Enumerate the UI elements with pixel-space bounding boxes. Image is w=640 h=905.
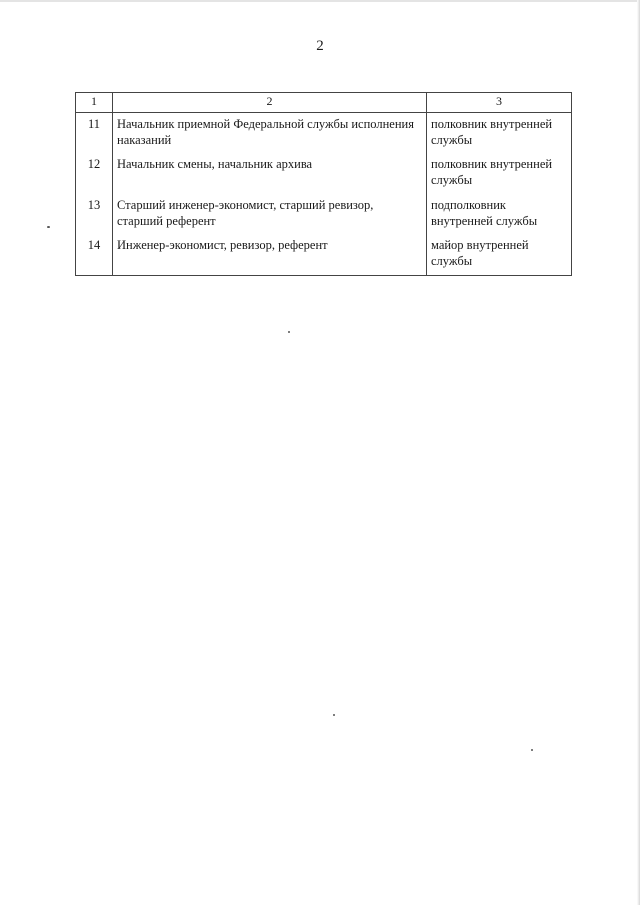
page-number: 2 (316, 38, 324, 54)
header-cell-1: 1 (76, 93, 113, 113)
position-title: Начальник смены, начальник архива (113, 153, 427, 194)
rank-title: полковник внутренней службы (427, 112, 572, 153)
rank-title: майор внутренней службы (427, 234, 572, 275)
header-cell-3: 3 (427, 93, 572, 113)
scan-speck (531, 749, 533, 751)
header-cell-2: 2 (113, 93, 427, 113)
row-number: 13 (76, 194, 113, 235)
scan-top-edge (0, 0, 640, 2)
position-title: Старший инженер-экономист, старший ревизор, старший референт (113, 194, 427, 235)
table-row (76, 112, 572, 153)
rank-title: полковник внутренней службы (427, 153, 572, 194)
row-number: 14 (76, 234, 113, 275)
row-number: 11 (76, 112, 113, 153)
rank-title: подполковник внутренней службы (427, 194, 572, 235)
scan-speck (47, 226, 50, 228)
scan-speck (333, 714, 335, 716)
table-row (76, 194, 572, 235)
table-header-row (76, 93, 572, 113)
position-title: Начальник приемной Федеральной службы исполнения наказаний (113, 112, 427, 153)
position-title: Инженер-экономист, ревизор, референт (113, 234, 427, 275)
row-number: 12 (76, 153, 113, 194)
positions-table (75, 92, 572, 276)
table-row (76, 234, 572, 275)
scan-speck (288, 331, 290, 333)
table-row (76, 153, 572, 194)
